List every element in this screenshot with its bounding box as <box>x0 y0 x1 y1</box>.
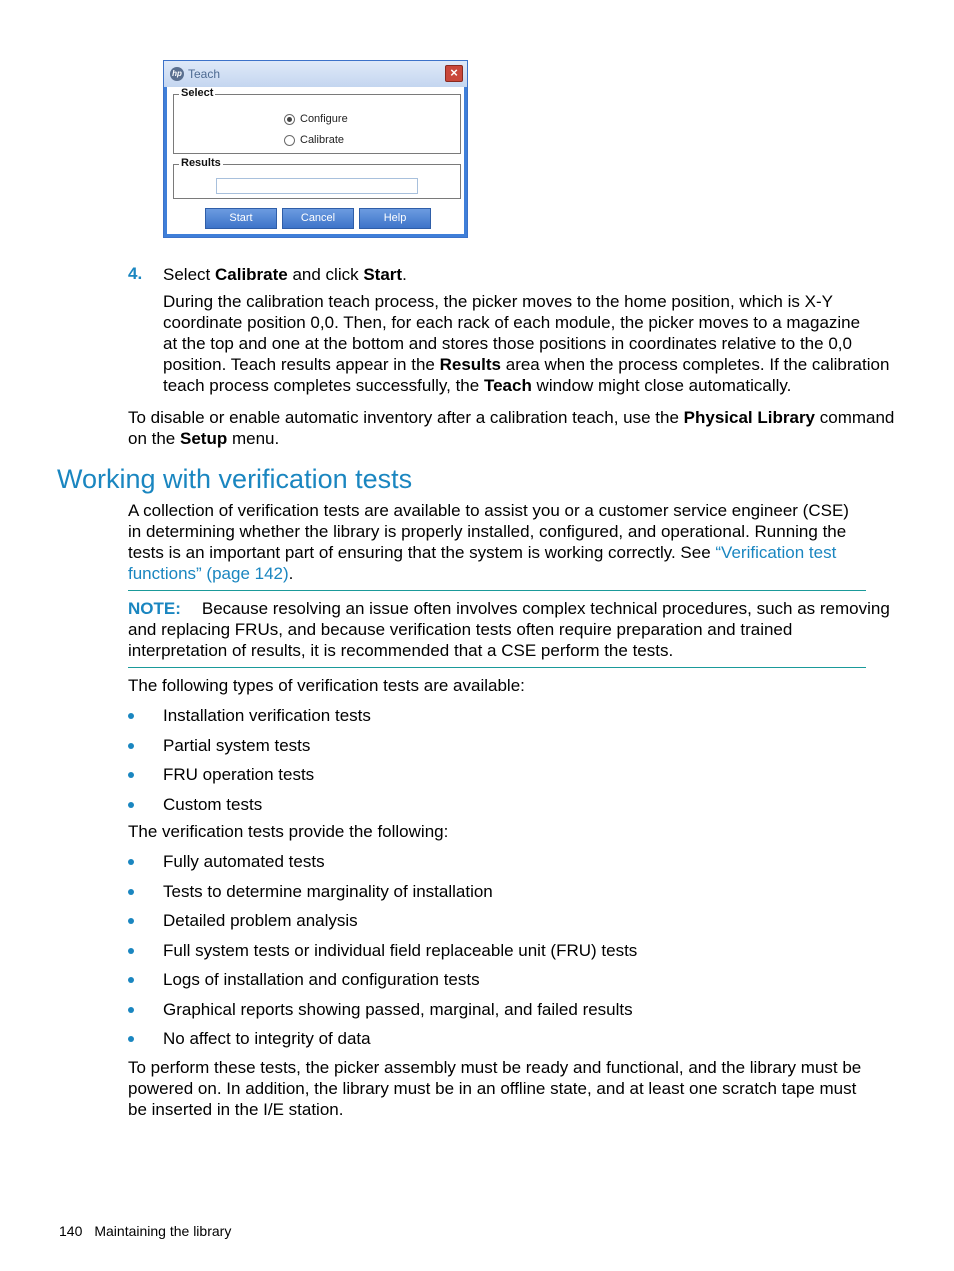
step-description: During the calibration teach process, the picker moves to the home position, which is X-Y coordinate position 0,0. Then, for each rack of each module, the picker moves to a magazine at the top and one at the bottom and stores those positions in coordinates relative to the 0,0 position. Teach results appear in the Results area when the process completes. If the calibration teach process completes successfully, the Teach window might close automatically. <box>163 292 890 395</box>
list-item: No affect to integrity of data <box>128 1028 637 1058</box>
bullet-icon <box>128 977 134 983</box>
list-item: Detailed problem analysis <box>128 910 637 940</box>
list-item: Partial system tests <box>128 735 371 765</box>
radio-configure[interactable] <box>284 113 348 125</box>
radio-calibrate[interactable] <box>284 134 344 146</box>
inventory-paragraph: To disable or enable automatic inventory after a calibration teach, use the Physical Library command on the Setup menu. <box>128 408 895 448</box>
note-top-rule <box>128 590 866 591</box>
bullet-icon <box>128 918 134 924</box>
list-item: FRU operation tests <box>128 764 371 794</box>
radio-unchecked-icon[interactable] <box>284 135 295 146</box>
bullet-icon <box>128 859 134 865</box>
select-group <box>173 87 461 154</box>
closing-paragraph: To perform these tests, the picker assembly must be ready and functional, and the library must be powered on. In addition, the library must be in an offline state, and at least one scratch tape must be inserted in the I/E station. <box>128 1058 862 1119</box>
bullet-icon <box>128 1036 134 1042</box>
close-icon[interactable]: × <box>445 65 463 82</box>
verification-link-cont[interactable]: functions” (page 142) <box>128 564 289 583</box>
help-button[interactable]: Help <box>359 208 431 229</box>
list-item: Full system tests or individual field replaceable unit (FRU) tests <box>128 940 637 970</box>
results-legend: Results <box>181 157 221 169</box>
list-item: Tests to determine marginality of installation <box>128 881 637 911</box>
provides-intro: The verification tests provide the following: <box>128 822 449 841</box>
bullet-icon <box>128 743 134 749</box>
start-button[interactable]: Start <box>205 208 277 229</box>
bullet-icon <box>128 772 134 778</box>
results-field[interactable] <box>216 178 418 194</box>
results-group <box>173 157 461 199</box>
verification-link[interactable]: “Verification test <box>715 543 837 562</box>
radio-label-configure: Configure <box>300 113 348 125</box>
list-item: Installation verification tests <box>128 705 371 735</box>
section-heading: Working with verification tests <box>57 464 413 494</box>
bullet-icon <box>128 802 134 808</box>
bullet-icon <box>128 948 134 954</box>
provides-list <box>128 851 637 1058</box>
list-item: Graphical reports showing passed, marginal, and failed results <box>128 999 637 1029</box>
list-item: Custom tests <box>128 794 371 824</box>
bullet-icon <box>128 713 134 719</box>
step-number: 4. <box>128 264 143 283</box>
types-intro: The following types of verification tests are available: <box>128 676 525 695</box>
dialog-body <box>167 87 464 234</box>
hp-logo-icon: hp <box>170 67 184 81</box>
list-item: Logs of installation and configuration tests <box>128 969 637 999</box>
dialog-titlebar[interactable] <box>164 61 467 87</box>
radio-label-calibrate: Calibrate <box>300 134 345 146</box>
list-item: Fully automated tests <box>128 851 637 881</box>
page-footer <box>59 1222 231 1240</box>
bullet-icon <box>128 1007 134 1013</box>
cancel-button[interactable]: Cancel <box>282 208 354 229</box>
step-instruction: Select Calibrate and click Start. <box>163 265 407 284</box>
teach-dialog <box>163 60 468 238</box>
chapter-title: Maintaining the library <box>94 1223 232 1239</box>
note-block: NOTE: Because resolving an issue often involves complex technical procedures, such as removing and replacing FRUs, and because verification tests often require preparation and trained interpretation of results, it is recommended that a CSE perform the tests. <box>128 599 890 660</box>
radio-checked-icon[interactable] <box>284 114 295 125</box>
note-label: NOTE: <box>128 599 181 618</box>
select-legend: Select <box>181 87 214 99</box>
page-number: 140 <box>59 1223 83 1239</box>
note-bottom-rule <box>128 667 866 668</box>
bullet-icon <box>128 889 134 895</box>
dialog-title: Teach <box>188 67 221 81</box>
intro-paragraph: A collection of verification tests are available to assist you or a customer service engineer (CSE) in determining whether the library is properly installed, configured, and operational. Running the tests is an important part of ensuring that the system is working correctly. See “Verification test functions” (page 142). <box>128 501 849 583</box>
types-list <box>128 705 371 823</box>
